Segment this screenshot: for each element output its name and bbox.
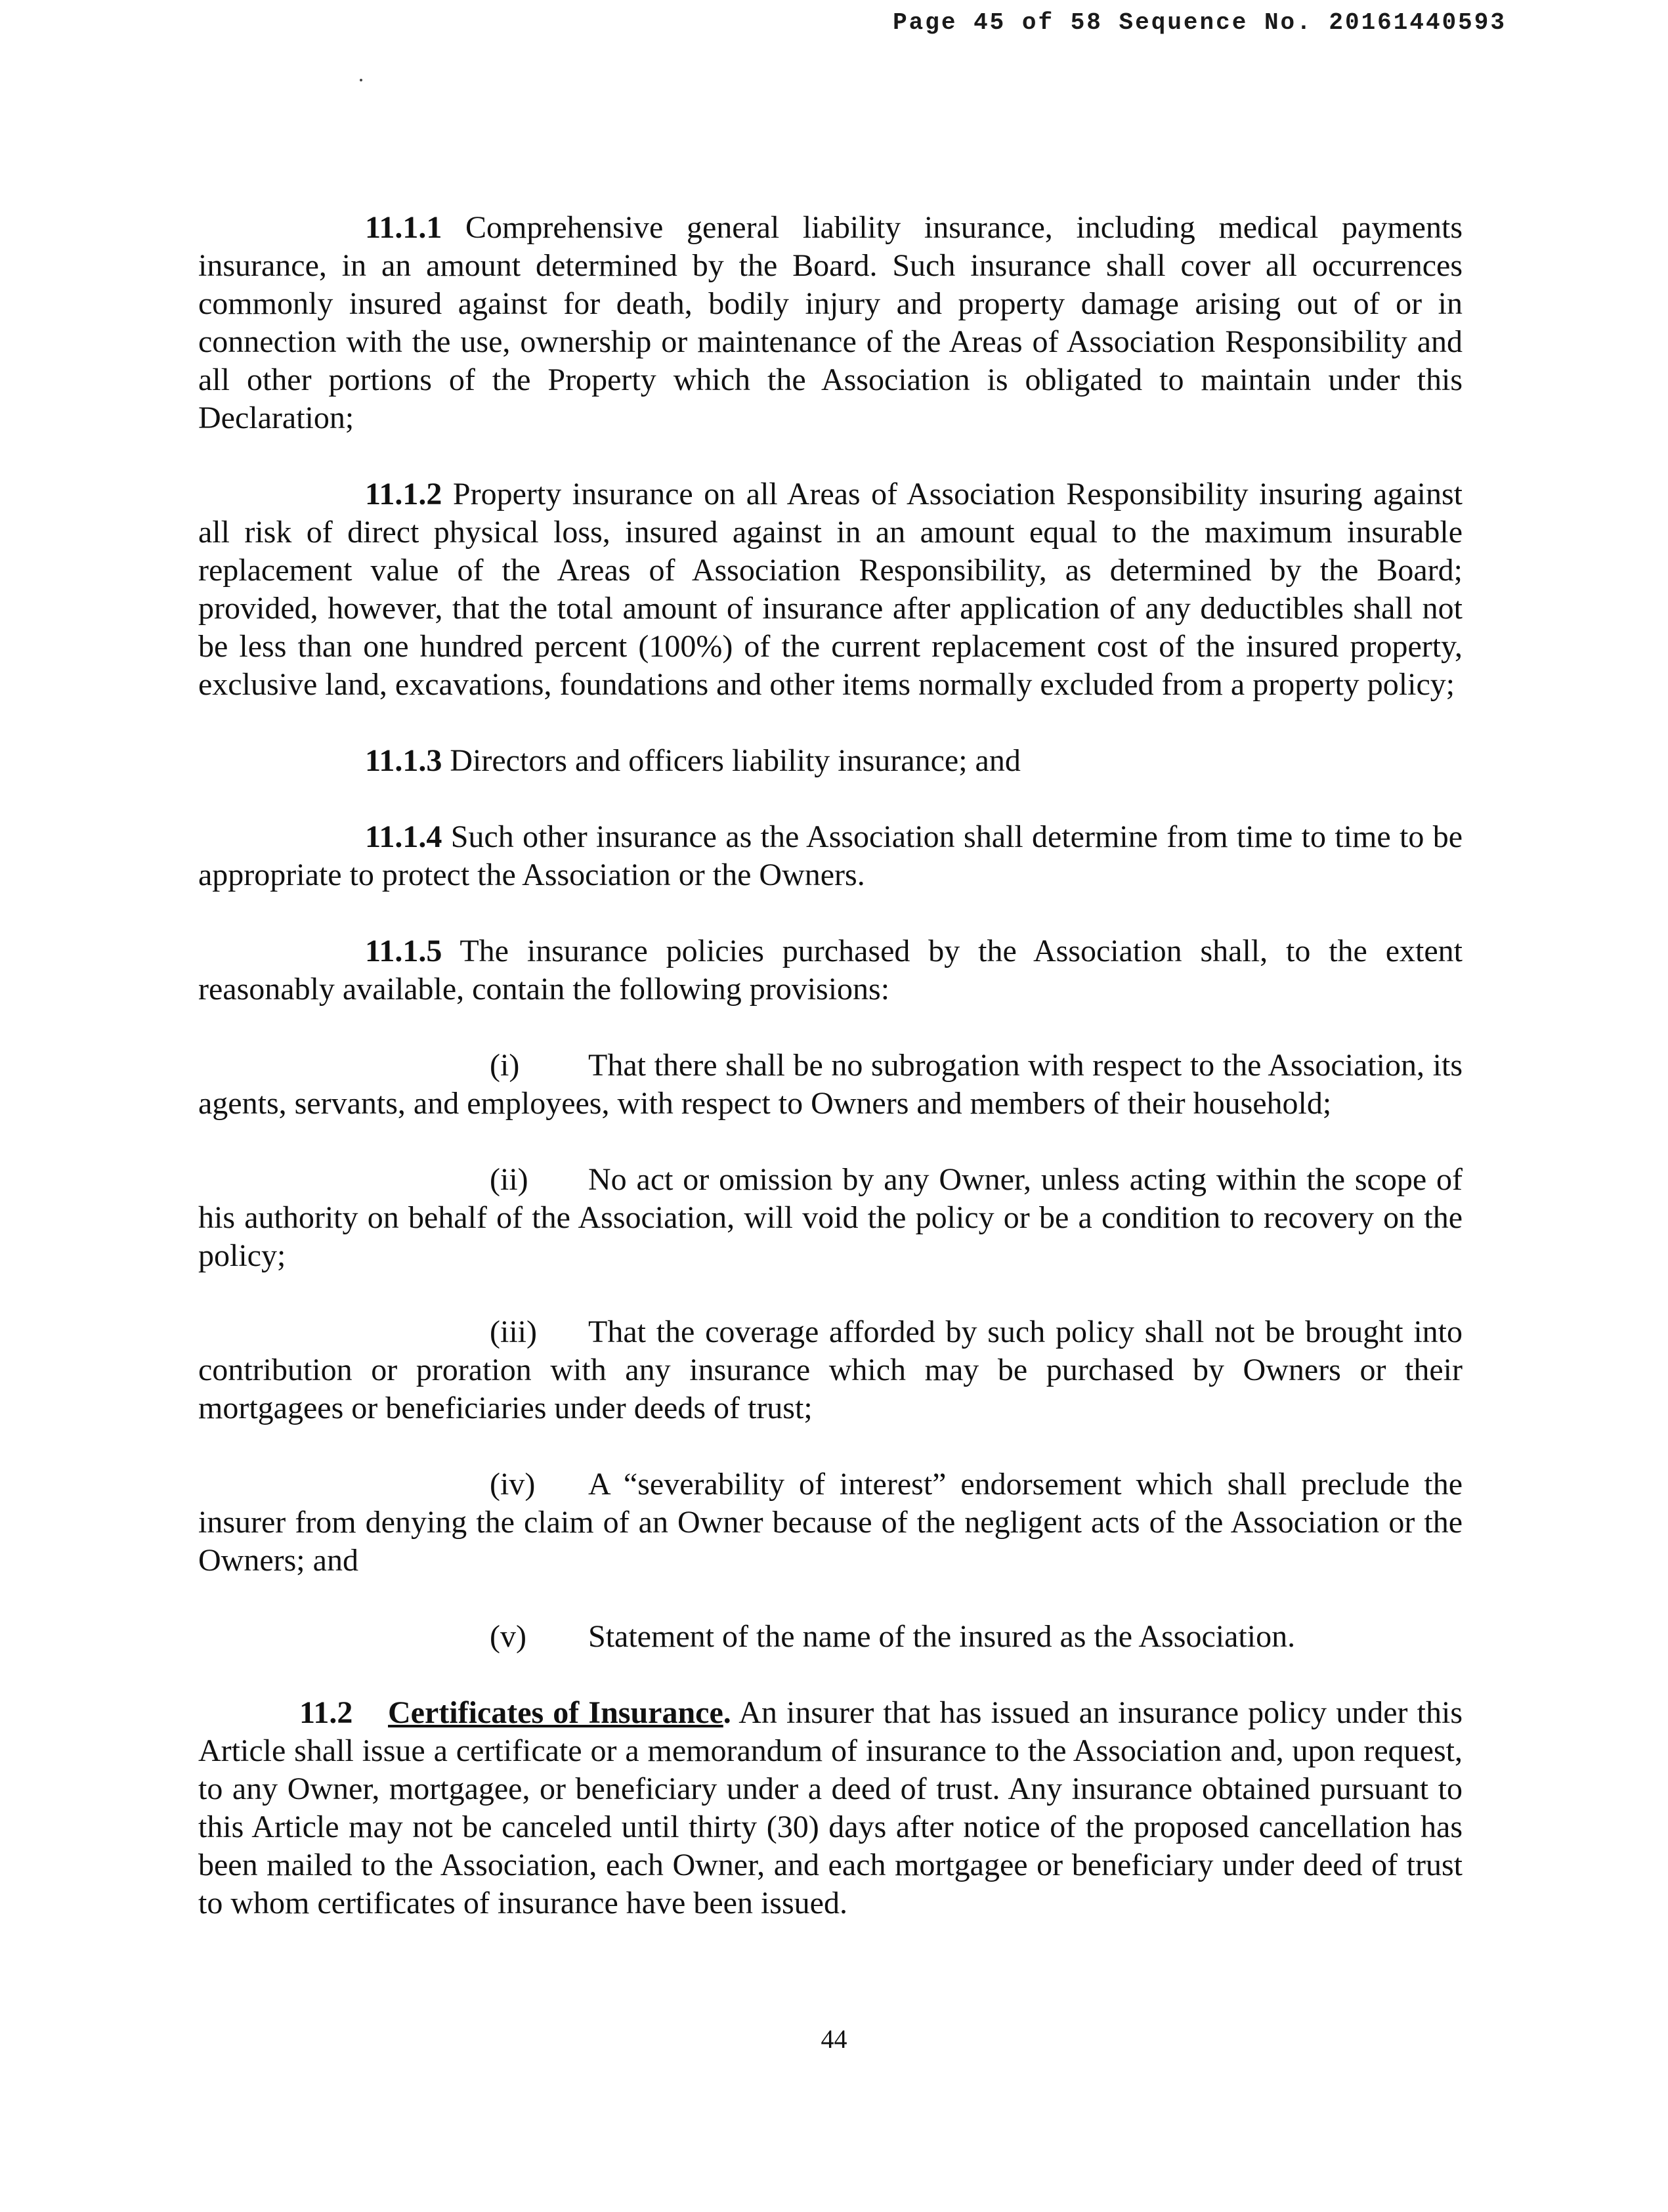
section-title: Certificates of Insurance	[388, 1695, 723, 1730]
paragraph-text: Directors and officers liability insurance; and	[450, 743, 1021, 778]
document-body	[198, 209, 1463, 1922]
section-number: 11.1.3	[365, 743, 442, 778]
section-number: 11.1.4	[365, 819, 442, 854]
provision-text: Statement of the name of the insured as the Association.	[588, 1619, 1296, 1654]
provision-number: (i)	[490, 1048, 520, 1083]
paragraph-text: Such other insurance as the Association shall determine from time to time to be appropriate to protect the Association or the Owners.	[198, 819, 1463, 892]
provision-number: (iv)	[490, 1467, 536, 1502]
section-number: 11.1.5	[365, 934, 442, 968]
provision-text: That there shall be no subrogation with respect to the Association, its agents, servants, and employees, with respect to Owners and members of their household;	[198, 1048, 1463, 1121]
section-title-period: .	[723, 1695, 731, 1730]
provision-iv	[198, 1465, 1463, 1580]
section-11-2	[198, 1694, 1463, 1922]
section-text: An insurer that has issued an insurance policy under this Article shall issue a certificate or a memorandum of insurance to the Association and, upon request, to any Owner, mortgagee, or beneficiary under a deed of trust. Any insurance obtained pursuant to this Article may not be canceled until thirty (30) days after notice of the proposed cancellation has been mailed to the Association, each Owner, and each mortgagee or beneficiary under deed of trust to whom certificates of insurance have been issued.	[198, 1695, 1463, 1920]
paragraph-11-1-4	[198, 818, 1463, 894]
provision-number: (iii)	[490, 1314, 537, 1349]
provision-number: (ii)	[490, 1162, 528, 1197]
provision-ii	[198, 1161, 1463, 1275]
provision-iii	[198, 1313, 1463, 1427]
scan-speck	[360, 79, 362, 81]
provision-text: A “severability of interest” endorsement which shall preclude the insurer from denying the claim of an Owner because of the negligent acts of the Association or the Owners; and	[198, 1467, 1463, 1578]
paragraph-11-1-1	[198, 209, 1463, 437]
paragraph-text: The insurance policies purchased by the Association shall, to the extent reasonably available, contain the following provisions:	[198, 934, 1463, 1007]
section-number: 11.1.1	[365, 210, 442, 245]
paragraph-11-1-3	[198, 742, 1463, 780]
page-sequence-header: Page 45 of 58 Sequence No. 20161440593	[893, 9, 1507, 36]
section-number: 11.2	[299, 1695, 353, 1730]
page-number: 44	[821, 2024, 847, 2054]
provision-text: No act or omission by any Owner, unless acting within the scope of his authority on behalf of the Association, will void the policy or be a condition to recovery on the policy;	[198, 1162, 1463, 1273]
provision-v	[198, 1618, 1463, 1656]
provision-text: That the coverage afforded by such policy shall not be brought into contribution or proration with any insurance which may be purchased by Owners or their mortgagees or beneficiaries under deeds of trust;	[198, 1314, 1463, 1425]
paragraph-11-1-2	[198, 475, 1463, 704]
provision-i	[198, 1047, 1463, 1123]
paragraph-text: Comprehensive general liability insurance, including medical payments insurance, in an amount determined by the Board. Such insurance shall cover all occurrences commonly insured against for death, bodily injury and property damage arising out of or in connection with the use, ownership or maintenance of the Areas of Association Responsibility and all other portions of the Property which the Association is obligated to maintain under this Declaration;	[198, 210, 1463, 435]
paragraph-text: Property insurance on all Areas of Association Responsibility insuring against all risk of direct physical loss, insured against in an amount equal to the maximum insurable replacement value of the Areas of Association Responsibility, as determined by the Board; provided, however, that the total amount of insurance after application of any deductibles shall not be less than one hundred percent (100%) of the current replacement cost of the insured property, exclusive land, excavations, foundations and other items normally excluded from a property policy;	[198, 477, 1463, 702]
paragraph-11-1-5	[198, 932, 1463, 1008]
section-number: 11.1.2	[365, 477, 442, 511]
provision-number: (v)	[490, 1619, 526, 1654]
